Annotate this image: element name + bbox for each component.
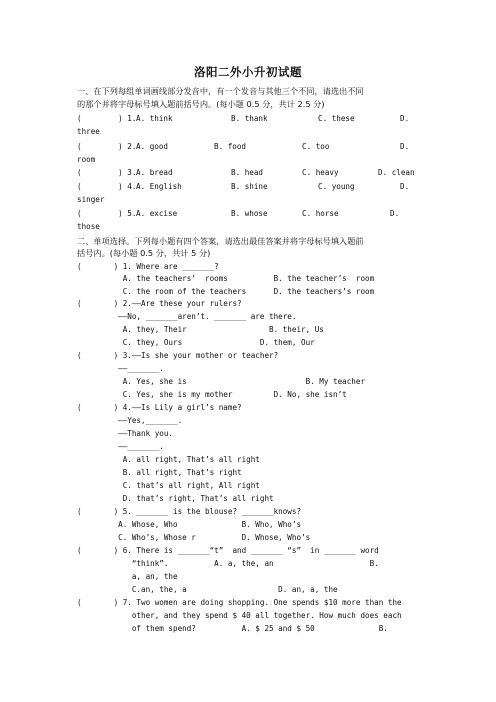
s2-line: ( ) 5. _______ is the blouse? _______knows?	[77, 507, 302, 516]
page-title: 洛阳二外小升初试题	[194, 65, 302, 79]
s2-line: ——Thank you.	[77, 429, 174, 438]
s1-q4-number: ( ) 4.	[77, 182, 137, 191]
s2-line: ( ) 1. Where are _______?	[77, 262, 219, 271]
s2-line: ( ) 4.——Is Lily a girl’s name?	[77, 403, 242, 412]
s1-q4-option-c: C. young	[318, 182, 355, 191]
s2-line: A. Whose, Who B. Who, Who’s	[77, 520, 302, 529]
section2-heading-line2: 括号内。(每小题 0.5 分，共计 5 分)	[77, 248, 211, 258]
s2-line: C. the room of the teachers D. the teachers’s room	[77, 287, 375, 296]
s2-line: C. Yes, she is my mother D. No, she isn’t	[77, 390, 347, 399]
s1-q2-option-c: C. too	[302, 142, 330, 151]
s2-line: B. all right, That’s right	[77, 468, 242, 477]
s1-q2-option-a: A. good	[136, 142, 169, 151]
s2-line: C.an, the, a D. an, a, the	[77, 585, 338, 594]
s1-q4-option-a: A. English	[136, 182, 182, 191]
s2-line: ( ) 7. Two women are doing shopping. One spends $10 more than the	[77, 598, 402, 607]
s2-line: A. Yes, she is B. My teacher	[77, 377, 366, 386]
s2-line: of them spend? A. $ 25 and $ 50 B.	[77, 624, 388, 633]
s2-line: other, and they spend $ 40 all together. How much does each	[77, 611, 402, 620]
s1-q2-option-d-word: room	[77, 155, 96, 164]
s2-line: ——No, _______aren’t. _______ are there.	[77, 312, 297, 321]
s1-q5-option-b: B. whose	[231, 209, 268, 218]
s1-q3-option-c: C. heavy	[302, 168, 339, 177]
s1-q4-option-b: B. shine	[231, 182, 268, 191]
s1-q3-option-b: B. head	[231, 168, 264, 177]
s1-q5-option-a: A. excise	[136, 209, 178, 218]
s1-q4-option-d-word: singer	[77, 195, 105, 204]
s1-q1-option-d-word: three	[77, 127, 100, 136]
s1-q3-option-a: A. bread	[136, 168, 173, 177]
s1-q2-option-d: D.	[400, 142, 410, 151]
s1-q5-option-d: D.	[390, 209, 400, 218]
s2-line: ( ) 6. There is _______“t” and _______ “s” in _______ word	[77, 546, 379, 555]
s1-q1-option-d: D.	[400, 114, 410, 123]
s2-line: ——Yes,_______.	[77, 416, 183, 425]
s2-line: A. the teachers’ rooms B. the teacher’s room	[77, 274, 375, 283]
s2-line: “think”. A. a, the, an B.	[77, 559, 379, 568]
s1-q2-option-b: B. food	[214, 142, 247, 151]
s2-line: ( ) 2.——Are these your rulers?	[77, 299, 242, 308]
s1-q1-option-c: C. these	[318, 114, 355, 123]
s2-line: C. that’s all right, All right	[77, 481, 260, 490]
s1-q1-number: ( ) 1.	[77, 114, 137, 123]
s1-q5-number: ( ) 5.	[77, 209, 137, 218]
s1-q1-option-a: A. think	[136, 114, 173, 123]
s2-line: A. all right, That’s all right	[77, 455, 260, 464]
s2-line: a, an, the	[77, 572, 178, 581]
s2-line: D. that’s right, That’s all right	[77, 494, 274, 503]
s2-line: ——_______.	[77, 364, 164, 373]
s1-q2-number: ( ) 2.	[77, 142, 137, 151]
s1-q3-option-d: D. clean	[378, 168, 415, 177]
s2-line: ( ) 3.——Is she your mother or teacher?	[77, 351, 279, 360]
section1-heading-line1: 一、在下列每组单词画线部分发音中，有一个发音与其他三个不同，请选出不同	[77, 86, 364, 96]
s1-q1-option-b: B. thank	[231, 114, 268, 123]
s2-line: C. Who’s, Whose r D. Whose, Who’s	[77, 533, 311, 542]
s2-line: ——_______.	[77, 442, 164, 451]
s1-q4-option-d: D.	[400, 182, 410, 191]
section1-heading-line2: 的那个并将字母标号填入题前括号内。(每小题 0.5 分，共计 2.5 分)	[77, 99, 325, 109]
s2-line: C. they, Ours D. them, Our	[77, 338, 315, 347]
s1-q5-option-d-word: those	[77, 222, 100, 231]
s1-q5-option-c: C. horse	[302, 209, 339, 218]
s1-q3-number: ( ) 3.	[77, 168, 137, 177]
section2-heading-line1: 二、单项选择。下列每小题有四个答案，请选出最佳答案并将字母标号填入题前	[77, 236, 364, 246]
s2-line: A. they, Their B. their, Us	[77, 325, 324, 334]
